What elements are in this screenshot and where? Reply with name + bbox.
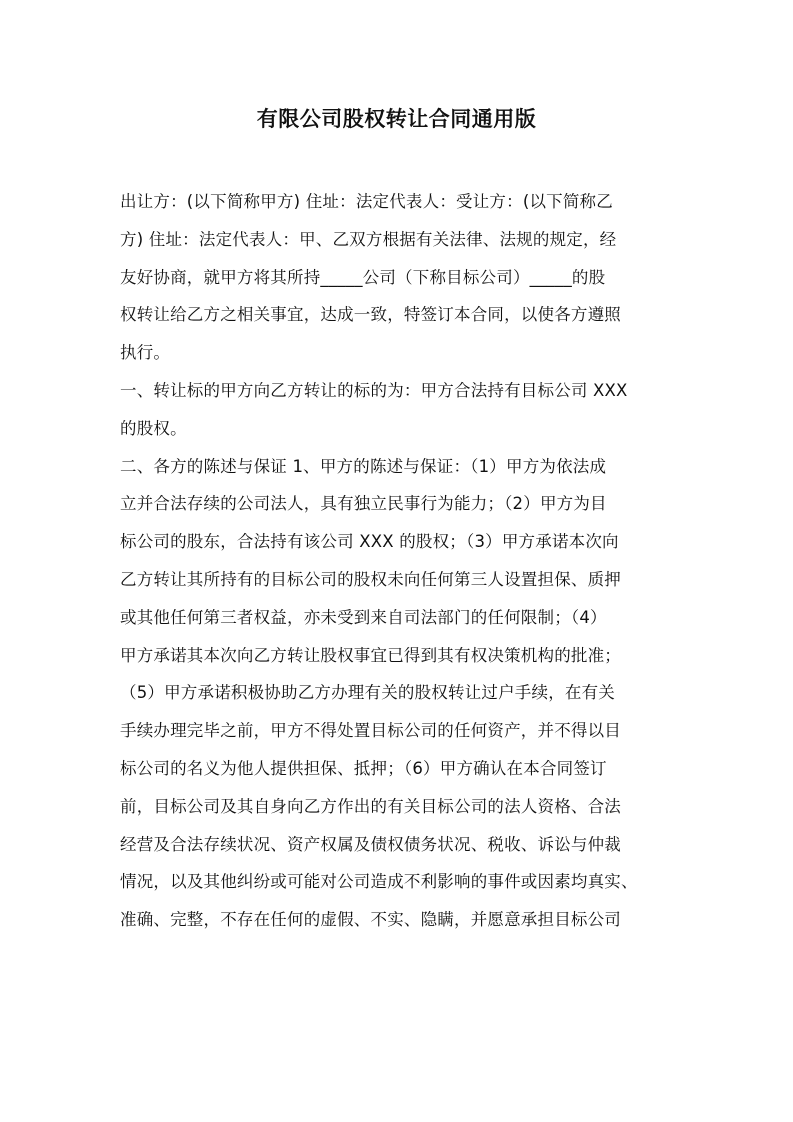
- document-body: [120, 183, 680, 939]
- body-line: 或其他任何第三者权益，亦未受到来自司法部门的任何限制；（4）: [120, 607, 607, 627]
- body-line: 的股权。: [120, 418, 187, 438]
- body-line: 标公司的名义为他人提供担保、抵押；（6）甲方确认在本合同签订: [120, 758, 607, 778]
- body-line: 友好协商，就甲方将其所持_____公司（下称目标公司）_____的股: [120, 267, 606, 287]
- body-line: 立并合法存续的公司法人，具有独立民事行为能力；（2）甲方为目: [120, 494, 607, 514]
- body-line: 出让方：(以下简称甲方) 住址：法定代表人：受让方：(以下简称乙: [120, 192, 613, 211]
- body-line: 乙方转让其所持有的目标公司的股权未向任何第三人设置担保、质押: [120, 569, 621, 589]
- body-line: 手续办理完毕之前，甲方不得处置目标公司的任何资产，并不得以目: [120, 721, 621, 741]
- body-line: 一、转让标的甲方向乙方转让的标的为：甲方合法持有目标公司 XXX: [120, 380, 628, 400]
- body-line: 前，目标公司及其自身向乙方作出的有关目标公司的法人资格、合法: [120, 796, 621, 816]
- body-line: 经营及合法存续状况、资产权属及债权债务状况、税收、诉讼与仲裁: [120, 834, 621, 854]
- body-line: 准确、完整，不存在任何的虚假、不实、隐瞒，并愿意承担目标公司: [120, 910, 621, 930]
- body-line: 二、各方的陈述与保证 1、甲方的陈述与保证：（1）甲方为依法成: [120, 456, 607, 476]
- body-line: 标公司的股东，合法持有该公司 XXX 的股权；（3）甲方承诺本次向: [120, 532, 619, 552]
- body-line: 执行。: [120, 343, 171, 363]
- body-line: 情况，以及其他纠纷或可能对公司造成不利影响的事件或因素均真实、: [120, 872, 638, 892]
- body-line: 权转让给乙方之相关事宜，达成一致，特签订本合同，以使各方遵照: [120, 305, 621, 325]
- document-title: 有限公司股权转让合同通用版: [256, 107, 537, 131]
- body-line: （5）甲方承诺积极协助乙方办理有关的股权转让过户手续，在有关: [120, 683, 615, 703]
- body-line: 甲方承诺其本次向乙方转让股权事宜已得到其有权决策机构的批准；: [120, 645, 621, 665]
- body-line: 方) 住址：法定代表人：甲、乙双方根据有关法律、法规的规定，经: [120, 229, 617, 249]
